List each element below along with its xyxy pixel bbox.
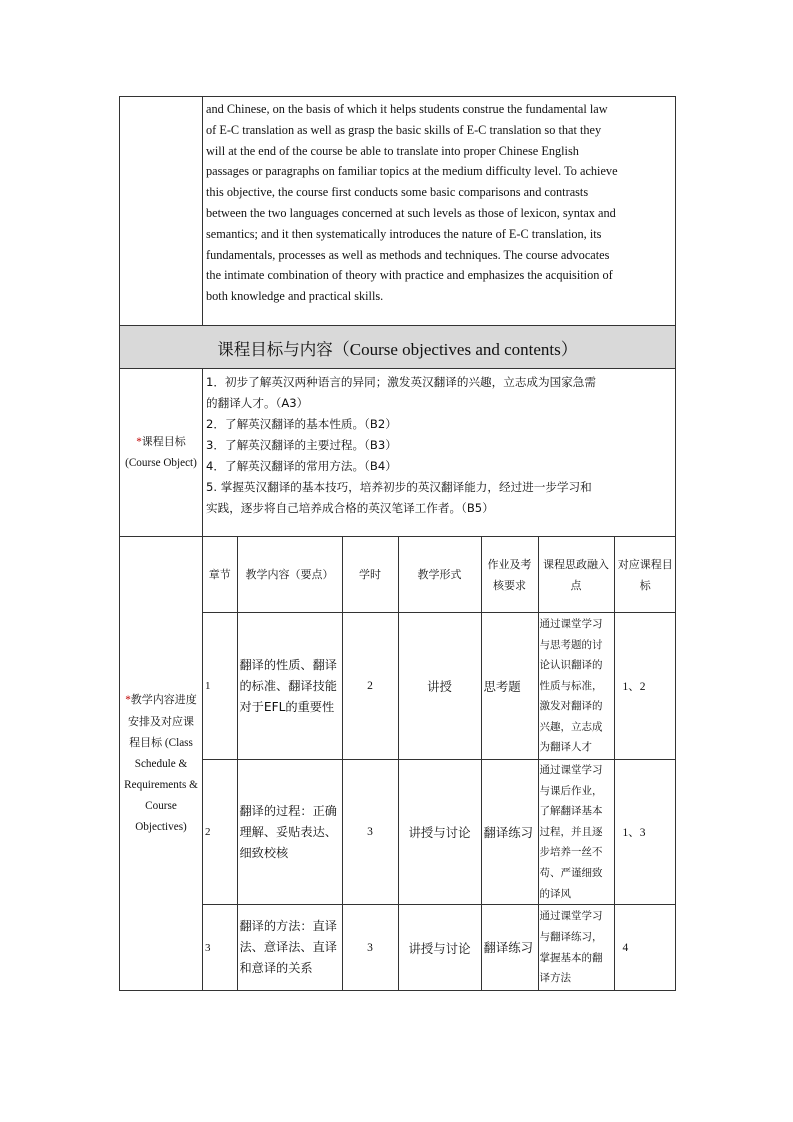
schedule-cell [203,537,676,991]
header-ideology: 课程思政融入点 [538,537,614,613]
objective-line: 3．了解英汉翻译的主要过程。（B3） [206,438,397,452]
target-objective: 1、2 [614,613,676,760]
homework-requirement: 思考题 [481,613,538,760]
schedule-label-en-4: Course [145,800,177,813]
table-row [203,760,676,905]
schedule-label-en-3: Requirements & [124,779,198,792]
section-header-row [120,326,676,369]
section-heading [120,326,676,369]
intro-line: and Chinese, on the basis of which it helps students construe the fundamental law [206,102,608,116]
objectives-label [120,369,203,537]
intro-label-cell [120,97,203,326]
intro-line: semantics; and it then systematically introduces the nature of E-C translation, its [206,226,602,241]
teaching-form: 讲授与讨论 [398,760,481,905]
schedule-label-cn-3: 程目标 [129,736,163,750]
class-hours: 3 [342,760,398,905]
section-title-cn: 课程目标与内容 [217,339,333,359]
teaching-content: 翻译的性质、翻译的标准、翻译技能对于EFL的重要性 [237,613,342,760]
ideology-integration: 通过课堂学习与课后作业，了解翻译基本过程，并且逐步培养一丝不苟、严谨细致的译风 [538,760,614,905]
schedule-label-en-2: Schedule & [134,758,188,771]
schedule-header-row [203,537,676,613]
objectives-row [120,369,676,537]
intro-line: of E-C translation as well as grasp the basic skills of E-C translation so that they [206,122,602,137]
intro-line: both knowledge and practical skills. [206,289,384,304]
chapter-number: 3 [203,905,237,991]
schedule-table [203,537,676,990]
objectives-label-en: (Course Object) [125,457,197,469]
chapter-number: 1 [203,613,237,760]
required-marker: * [136,436,142,448]
header-content: 教学内容（要点） [237,537,342,613]
schedule-label-en-5: Objectives) [135,821,187,834]
class-hours: 2 [342,613,398,760]
objective-line: 2．了解英汉翻译的基本性质。（B2） [206,417,397,431]
course-table [119,96,676,991]
objectives-label-cn: 课程目标 [141,435,186,448]
section-title-en: （Course objectives and contents） [332,339,578,359]
ideology-integration: 通过课堂学习与思考题的讨论认识翻译的性质与标准，激发对翻译的兴趣，立志成为翻译人才 [538,613,614,760]
intro-line: passages or paragraphs on familiar topics at the medium difficulty level. To achieve [206,164,618,179]
table-row [203,613,676,760]
header-target: 对应课程目标 [614,537,676,613]
header-homework: 作业及考核要求 [481,537,538,613]
objective-line: 5. 掌握英汉翻译的基本技巧，培养初步的英汉翻译能力，经过进一步学习和 [206,480,592,494]
teaching-content: 翻译的方法：直译法、意译法、直译和意译的关系 [237,905,342,991]
schedule-label [120,537,203,991]
table-row [203,905,676,991]
schedule-row [120,537,676,991]
schedule-label-en-1: (Class [164,737,193,750]
chapter-number: 2 [203,760,237,905]
intro-line: fundamentals, processes as well as methods and techniques. The course advocates [206,247,610,262]
target-objective: 1、3 [614,760,676,905]
class-hours: 3 [342,905,398,991]
intro-line: will at the end of the course be able to translate into proper Chinese English [206,143,579,158]
objective-line: 实践，逐步将自己培养成合格的英汉笔译工作者。（B5） [206,501,494,515]
teaching-form: 讲授 [398,613,481,760]
header-chapter: 章节 [203,537,237,613]
teaching-form: 讲授与讨论 [398,905,481,991]
ideology-integration: 通过课堂学习与翻译练习，掌握基本的翻译方法 [538,905,614,991]
intro-line: the intimate combination of theory with practice and emphasizes the acquisition of [206,268,613,283]
homework-requirement: 翻译练习 [481,905,538,991]
objective-line: 1．初步了解英汉两种语言的异同；激发英汉翻译的兴趣，立志成为国家急需 [206,375,596,389]
homework-requirement: 翻译练习 [481,760,538,905]
schedule-label-cn-2: 安排及对应课 [128,715,194,729]
intro-line: between the two languages concerned at such levels as those of lexicon, syntax and [206,205,616,220]
objective-line: 的翻译人才。（A3） [206,396,309,410]
schedule-label-cn-1: 教学内容进度 [130,693,197,707]
objective-line: 4．了解英汉翻译的常用方法。（B4） [206,459,397,473]
header-hours: 学时 [342,537,398,613]
intro-row [120,97,676,326]
course-description [203,97,676,326]
objectives-list [203,369,676,537]
intro-line: this objective, the course first conducts some basic comparisons and contrasts [206,185,589,200]
header-form: 教学形式 [398,537,481,613]
teaching-content: 翻译的过程：正确理解、妥贴表达、细致校核 [237,760,342,905]
target-objective: 4 [614,905,676,991]
required-marker: * [125,694,131,707]
